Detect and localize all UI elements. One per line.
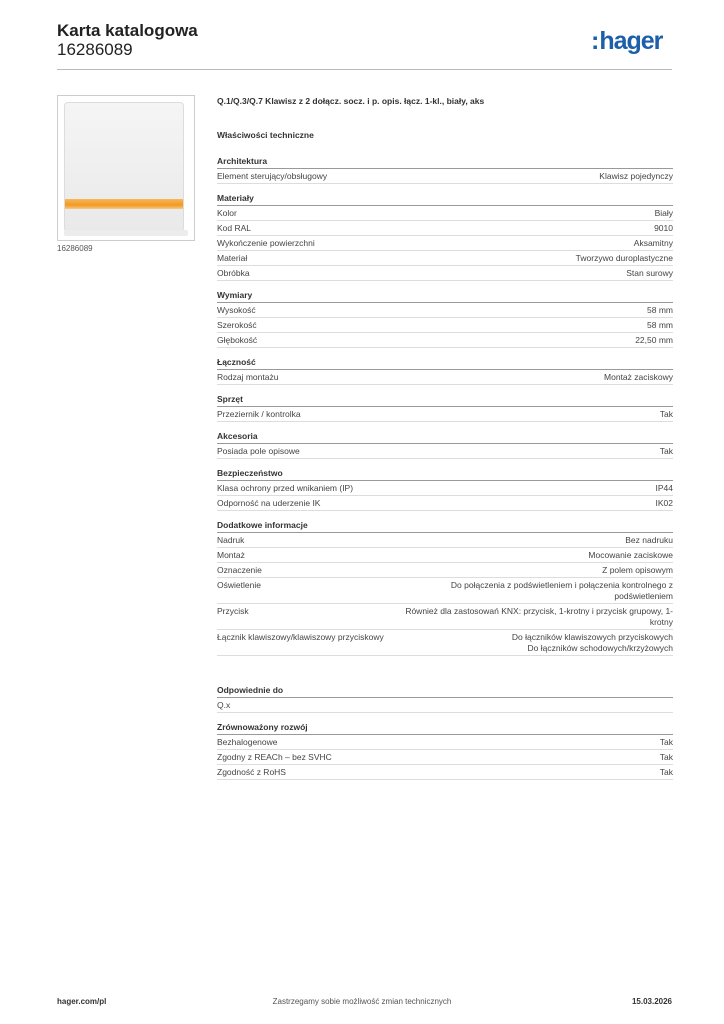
footer-date: 15.03.2026 (631, 997, 672, 1006)
spec-label: Rodzaj montażu (217, 371, 279, 382)
spec-label: Głębokość (217, 334, 258, 345)
spec-label: Zgodny z REACh – bez SVHC (217, 751, 332, 762)
spec-section (217, 685, 673, 713)
spec-label: Przycisk (217, 605, 249, 616)
spec-label: Wysokość (217, 304, 256, 315)
hager-logo: :hager (591, 27, 663, 55)
spec-label: Zgodność z RoHS (217, 766, 286, 777)
page-title: Karta katalogowa (57, 21, 198, 40)
section-title: Akcesoria (217, 431, 673, 444)
spec-label: Łącznik klawiszowy/klawiszowy przyciskowy (217, 631, 384, 642)
spec-section (217, 290, 673, 348)
logo-text: hager (599, 27, 663, 55)
section-title: Architektura (217, 156, 673, 169)
footer-website: hager.com/pl (57, 997, 107, 1006)
spec-value: 58 mm (647, 304, 673, 315)
spec-row (217, 750, 673, 765)
section-title: Bezpieczeństwo (217, 468, 673, 481)
spec-label: Oznaczenie (217, 564, 262, 575)
switch-rocker-image (64, 102, 184, 232)
spec-row (217, 735, 673, 750)
spec-section (217, 468, 673, 511)
spec-value: Do połączenia z podświetleniem i połączenia kontrolnego z podświetleniem (450, 579, 673, 601)
spec-section (217, 357, 673, 385)
product-title: Q.1/Q.3/Q.7 Klawisz z 2 dołącz. socz. i p. opis. łącz. 1-kl., biały, aks (217, 96, 485, 106)
spec-section (217, 431, 673, 459)
main-content (217, 96, 673, 789)
spec-value: 58 mm (647, 319, 673, 330)
section-title: Materiały (217, 193, 673, 206)
spec-row (217, 206, 673, 221)
properties-heading: Właściwości techniczne (217, 130, 314, 140)
section-title: Odpowiednie do (217, 685, 673, 698)
spec-label: Odporność na uderzenie IK (217, 497, 321, 508)
orange-indicator-strip (65, 199, 183, 209)
spec-row (217, 318, 673, 333)
spec-label: Kolor (217, 207, 237, 218)
section-title: Wymiary (217, 290, 673, 303)
spec-row (217, 496, 673, 511)
spec-label: Przeziernik / kontrolka (217, 408, 301, 419)
spec-row (217, 444, 673, 459)
spec-value: Stan surowy (626, 267, 673, 278)
spec-value: Montaż zaciskowy (604, 371, 673, 382)
spec-row (217, 221, 673, 236)
spec-row (217, 765, 673, 780)
spec-value: Do łączników klawiszowych przyciskowych Do łączników schodowych/krzyżowych (511, 631, 673, 653)
spec-row (217, 333, 673, 348)
footer-disclaimer: Zastrzegamy sobie możliwość zmian technicznych (272, 997, 452, 1006)
spec-label: Kod RAL (217, 222, 252, 233)
spec-value: Bez nadruku (625, 534, 673, 545)
section-title: Sprzęt (217, 394, 673, 407)
spec-label: Klasa ochrony przed wnikaniem (IP) (217, 482, 354, 493)
spec-value: Tak (659, 751, 673, 762)
spec-value: Również dla zastosowań KNX: przycisk, 1-krotny i przycisk grupowy, 1-krotny (405, 605, 673, 627)
spec-section (217, 156, 673, 184)
spec-row (217, 548, 673, 563)
spec-value: Tak (659, 408, 673, 419)
spec-label: Bezhalogenowe (217, 736, 278, 747)
spec-row (217, 578, 673, 604)
section-title: Zrównoważony rozwój (217, 722, 673, 735)
spec-value: Biały (654, 207, 673, 218)
spec-section (217, 520, 673, 656)
section-title: Łączność (217, 357, 673, 370)
spec-label: Wykończenie powierzchni (217, 237, 315, 248)
spec-value: 22,50 mm (635, 334, 673, 345)
label-field (64, 230, 188, 236)
spec-value: IK02 (655, 497, 673, 508)
spec-label: Obróbka (217, 267, 250, 278)
section-spacer (217, 665, 673, 685)
spec-row (217, 251, 673, 266)
spec-row (217, 266, 673, 281)
spec-section (217, 193, 673, 281)
spec-value: Z polem opisowym (602, 564, 673, 575)
section-title: Dodatkowe informacje (217, 520, 673, 533)
product-image (57, 95, 195, 241)
spec-row (217, 563, 673, 578)
spec-row (217, 533, 673, 548)
spec-row (217, 481, 673, 496)
spec-value: 9010 (654, 222, 673, 233)
spec-label: Materiał (217, 252, 248, 263)
spec-label: Element sterujący/obsługowy (217, 170, 328, 181)
image-caption: 16286089 (57, 244, 93, 253)
spec-label: Montaż (217, 549, 245, 560)
spec-section (217, 394, 673, 422)
spec-value: Tak (659, 736, 673, 747)
spec-row (217, 370, 673, 385)
spec-sections (217, 156, 673, 780)
spec-label: Posiada pole opisowe (217, 445, 300, 456)
spec-label: Szerokość (217, 319, 257, 330)
document-number: 16286089 (57, 40, 133, 59)
spec-value: Klawisz pojedynczy (599, 170, 673, 181)
spec-row (217, 698, 673, 713)
spec-row (217, 604, 673, 630)
spec-label: Nadruk (217, 534, 245, 545)
spec-row (217, 236, 673, 251)
spec-row (217, 407, 673, 422)
spec-row (217, 169, 673, 184)
spec-value: Tak (659, 766, 673, 777)
spec-label: Oświetlenie (217, 579, 261, 590)
spec-row (217, 303, 673, 318)
spec-value: IP44 (655, 482, 673, 493)
spec-value: Tworzywo duroplastyczne (575, 252, 673, 263)
spec-value: Aksamitny (633, 237, 673, 248)
spec-value: Tak (659, 445, 673, 456)
spec-row (217, 630, 673, 656)
spec-label: Q.x (217, 699, 231, 710)
header-divider (57, 69, 672, 70)
spec-value: Mocowanie zaciskowe (588, 549, 673, 560)
spec-section (217, 722, 673, 780)
